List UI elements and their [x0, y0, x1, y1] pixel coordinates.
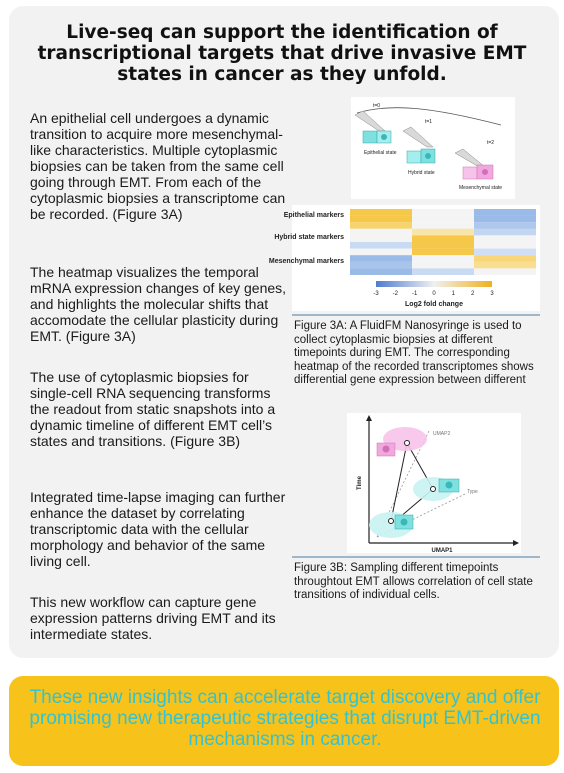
timepoint-label: t=0 [373, 103, 381, 109]
heatmap-cell [350, 249, 412, 256]
heatmap-cell [412, 209, 474, 216]
heatmap-cell [474, 222, 536, 229]
timepoint-label: t=1 [425, 119, 433, 125]
epithelial-cells-icon [363, 131, 391, 143]
heatmap-colorbar [376, 281, 492, 287]
figure-3b-caption: Figure 3B: Sampling different timepoints throughtout EMT allows correlation of cell state transitions of individual cells. [294, 562, 533, 601]
colorbar-tick-label: 2 [470, 291, 475, 297]
heatmap-row-label: Hybrid state markers [274, 234, 344, 241]
heatmap-cell [412, 268, 474, 275]
heatmap-cell [350, 216, 412, 223]
figure-3b-divider [292, 556, 540, 558]
heatmap-cell [350, 235, 412, 242]
x-axis-label: UMAP1 [431, 548, 453, 554]
colorbar-tick-label: 1 [451, 291, 456, 297]
figure-3a-divider [292, 314, 540, 316]
heatmap-cell [474, 249, 536, 256]
colorbar-tick-label: 3 [490, 291, 494, 297]
conclusion-text: These new insights can accelerate target discovery and offer promising new therapeutic strategies that disrupt EMT-driven mechanisms in cancer. [29, 687, 541, 750]
heatmap-cell [412, 229, 474, 236]
heatmap-cell [350, 242, 412, 249]
y-axis-label: Time [357, 476, 363, 490]
heatmap-cell [350, 255, 412, 262]
heatmap-cell [412, 242, 474, 249]
state-label: Mesenchymal state [459, 185, 503, 191]
heatmap-grid [350, 209, 536, 275]
colorbar-ticks [373, 291, 494, 297]
diagonal-label: Type [467, 489, 478, 495]
paragraph-cell-transition: An epithelial cell undergoes a dynamic transition to acquire more mesenchymal-like characteristics. Multiple cytoplasmic biopsies can be taken from the same cell going through EMT. From each of the cytoplasmic biopsies a transcriptome can be recorded. (Figure 3A) [30, 110, 286, 222]
state-label: Hybrid state [408, 170, 435, 176]
heatmap-cell [412, 255, 474, 262]
heatmap-cell [474, 216, 536, 223]
heatmap-cell [412, 262, 474, 269]
timepoint-label: t=2 [487, 140, 495, 146]
heatmap-cell [350, 229, 412, 236]
mesenchymal-cluster [377, 427, 427, 456]
heatmap-row-label: Epithelial markers [283, 212, 344, 219]
heatmap-cell [474, 235, 536, 242]
diagonal-label: UMAP2 [433, 431, 451, 437]
heatmap-cell [474, 229, 536, 236]
heatmap-cell [412, 216, 474, 223]
heatmap-cell [412, 235, 474, 242]
figure-3a-caption: Figure 3A: A FluidFM Nanosyringe is used to collect cytoplasmic biopsies at different timepoints during EMT. The corresponding heatmap of the recorded transcriptomes shows differential gene expression between different [294, 320, 534, 386]
heatmap-cell [474, 209, 536, 216]
state-label: Epithelial state [364, 150, 397, 156]
colorbar-tick-label: 0 [432, 291, 436, 297]
heatmap-cell [350, 222, 412, 229]
heatmap-row-label: Mesenchymal markers [268, 258, 344, 265]
paragraph-imaging: Integrated time-lapse imaging can further enhance the dataset by correlating transcriptomic data with the cellular morphology and behavior of the same living cell. [30, 489, 286, 569]
heatmap-cell [412, 222, 474, 229]
paragraph-heatmap: The heatmap visualizes the temporal mRNA expression changes of key genes, and highlights the molecular shifts that accomodate the cellular plasticity during EMT. (Figure 3A) [30, 264, 287, 344]
figure-3b-plot [347, 413, 521, 553]
heatmap-cell [350, 268, 412, 275]
page-title: Live-seq can support the identification of transcriptional targets that drive invasive EMT states in cancer as they unfold. [37, 22, 527, 85]
hybrid-cells-icon [407, 149, 435, 163]
colorbar-tick-label: -2 [392, 291, 399, 297]
colorbar-tick-label: -1 [411, 291, 418, 297]
epithelial-cluster [369, 512, 413, 538]
colorbar-tick-label: -3 [373, 291, 379, 297]
colorbar-label: Log2 fold change [405, 301, 463, 308]
heatmap-cell [350, 262, 412, 269]
heatmap-cell [350, 209, 412, 216]
heatmap-cell [412, 249, 474, 256]
paragraph-biopsies: The use of cytoplasmic biopsies for single-cell RNA sequencing transforms the readout from static snapshots into a dynamic timeline of different EMT cell’s states and transitions. (Figure 3B) [30, 369, 276, 449]
heatmap-cell [474, 262, 536, 269]
heatmap-cell [474, 255, 536, 262]
heatmap-cell [474, 242, 536, 249]
mesenchymal-cells-icon [463, 165, 493, 179]
figure-3a-heatmap [268, 205, 540, 311]
paragraph-workflow: This new workflow can capture gene expression patterns driving EMT and its intermediate states. [30, 594, 276, 642]
figure-3a-illustration [351, 97, 515, 199]
heatmap-cell [474, 268, 536, 275]
